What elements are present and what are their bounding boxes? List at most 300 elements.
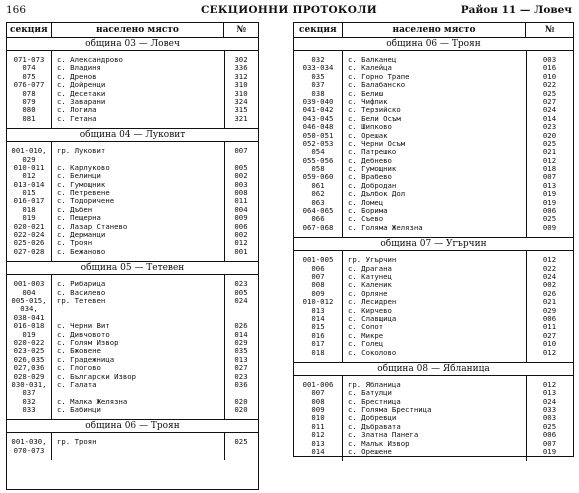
table-row [294,224,573,232]
number-cell: 036 [234,380,248,389]
place-cell: с. Заварани [57,97,106,106]
number-cell: 007 [542,439,557,448]
section-cell: 028-029 [13,372,45,381]
place-cell: с. Славщица [348,314,397,323]
place-cell: с. Лесидрен [348,298,397,307]
table-row [7,214,258,222]
number-cell: 025 [542,215,557,224]
place-cell: с. Дебнево [348,156,392,165]
place-cell: с. Шипково [348,123,392,132]
section-cell: 061 [311,181,325,190]
number-cell: 012 [542,380,557,389]
place-cell: гр. Ябланица [348,380,401,389]
table-row [7,56,258,64]
number-cell: 027 [234,364,248,373]
table-row [294,132,573,140]
place-cell: с. Бжовене [57,347,101,356]
section-cell: 035 [311,72,325,81]
section-cell: 041-042 [302,106,334,115]
table-row [7,305,258,313]
column-divider [342,251,343,362]
section-cell: 075 [22,72,36,81]
number-cell [224,389,258,397]
place-cell: с. Батулци [348,389,392,398]
group-rows [294,376,573,462]
number-cell: 310 [234,81,248,90]
municipality-title: община 08 — Ябланица [294,363,573,376]
table-row [294,332,573,340]
table-row [7,280,258,288]
number-cell: 024 [234,296,248,305]
table-row [7,98,258,106]
number-cell: 020 [234,406,248,415]
group-rows [7,433,258,460]
table-row [7,356,258,364]
section-cell: 007 [311,389,325,398]
number-cell: 002 [234,172,248,181]
page-number: 166 [6,4,27,16]
number-cell: 025 [542,422,557,431]
place-cell: с. Калейца [348,64,392,73]
section-cell: 038-041 [13,313,45,322]
section-cell: 059-060 [302,173,334,182]
number-cell [224,156,258,164]
table-row [7,156,258,164]
municipality-title: община 06 — Троян [7,420,258,433]
section-cell: 067-068 [302,223,334,232]
place-cell: с. Съево [348,215,384,224]
section-cell: 026,035 [13,355,45,364]
table-row [294,106,573,114]
number-cell: 012 [542,156,557,165]
section-cell: 014 [311,314,325,323]
section-cell: 017 [311,340,325,349]
table-row [294,215,573,223]
number-cell: 014 [234,330,248,339]
number-cell: 012 [234,239,248,248]
number-cell: 013 [542,389,557,398]
number-cell: 007 [542,173,557,182]
section-cell: 001-030, [11,438,47,447]
table-row [7,289,258,297]
number-cell: 001 [234,247,248,256]
place-cell: с. Балканец [348,56,397,64]
number-cell: 005 [234,288,248,297]
number-cell: 012 [542,256,557,265]
section-cell: 013 [311,439,325,448]
number-cell: 310 [234,89,248,98]
section-cell: 071-073 [13,56,45,64]
column-divider [342,51,343,237]
place-cell: с. Дивчовото [57,330,110,339]
place-cell: с. Глогово [57,364,101,373]
section-cell: 078 [22,89,36,98]
municipality-title: община 05 — Тетевен [7,262,258,275]
place-cell: с. Чифлик [348,97,388,106]
table-row [294,56,573,64]
place-cell: с. Дъбравата [348,422,401,431]
number-cell: 024 [542,106,557,115]
table-row [7,231,258,239]
place-cell: с. Орляне [348,289,388,298]
place-cell: с. Микре [348,331,384,340]
place-cell: с. Петревене [57,189,110,198]
table-row [294,182,573,190]
table-row [294,123,573,131]
section-cell: 012 [22,172,36,181]
table-row [294,148,573,156]
place-cell: с. Дерманци [57,231,106,240]
municipality-title: община 06 — Троян [294,38,573,51]
place-cell: с. Горно Трапе [348,72,410,81]
number-cell: 025 [542,139,557,148]
column-place-header: населено място [52,23,225,37]
table-row [7,314,258,322]
table-row [7,438,258,446]
section-cell: 009 [311,406,325,415]
number-cell: 336 [234,64,248,73]
place-cell: с. Градежница [57,355,115,364]
table-row [7,189,258,197]
table-row [7,181,258,189]
number-cell: 024 [542,397,557,406]
place-cell: с. Добродан [348,181,397,190]
place-cell: с. Карлуково [57,163,110,172]
place-cell: с. Орешене [348,448,392,457]
section-cell: 005-015, [11,296,47,305]
page-title: СЕКЦИОННИ ПРОТОКОЛИ [200,4,378,16]
place-cell: с. Александрово [57,56,123,64]
table-row [294,265,573,273]
column-divider [526,376,527,462]
group-rows [7,51,258,128]
place-cell: с. Белинци [57,172,101,181]
number-cell [224,305,258,313]
section-cell: 027,036 [13,364,45,373]
number-cell: 312 [234,72,248,81]
number-cell: 023 [542,123,557,132]
place-cell: с. Голяма Брестница [348,406,432,415]
region-label: Район 11 — Ловеч [460,4,572,16]
place-cell: с. Български Извор [57,372,137,381]
municipality-title: община 03 — Ловеч [7,38,258,51]
number-cell: 014 [542,114,557,123]
group-rows [7,142,258,261]
section-cell: 034, [20,305,38,314]
place-cell: с. Кирчево [348,306,392,315]
column-divider [51,51,52,128]
section-cell: 023-025 [13,347,45,356]
section-cell: 032 [311,56,325,64]
number-cell: 324 [234,97,248,106]
table-row [294,207,573,215]
table-row [294,273,573,281]
section-cell: 039-040 [302,97,334,106]
place-cell: с. Рибарица [57,280,106,289]
number-cell: 023 [234,280,248,289]
section-cell: 033-034 [302,64,334,73]
section-cell: 062 [311,190,325,199]
municipality-group [294,38,573,237]
section-cell: 016-017 [13,197,45,206]
column-place-header: населено място [343,23,527,37]
number-cell: 005 [234,163,248,172]
number-cell: 019 [542,448,557,457]
section-cell: 007 [311,272,325,281]
column-divider [224,51,225,128]
section-cell: 016 [311,331,325,340]
place-cell: с. Дълбок Дол [348,190,406,199]
place-cell: с. Терзийско [348,106,401,115]
column-divider [224,433,225,460]
number-cell: 004 [234,205,248,214]
table-row [294,414,573,422]
place-cell: с. Троян [57,239,93,248]
column-section-header: секция [294,23,343,37]
column-number-header: № [236,25,247,35]
number-cell: 012 [542,348,557,357]
place-cell: с. Сопот [348,323,384,332]
number-cell: 018 [542,165,557,174]
place-cell: с. Бели Осъм [348,114,401,123]
place-cell: с. Голец [348,340,384,349]
table-row [7,90,258,98]
section-cell: 020-022 [13,338,45,347]
section-cell: 016-018 [13,322,45,331]
section-cell: 030-031, [11,380,47,389]
number-cell: 013 [234,355,248,364]
place-cell: с. Лазар Станево [57,222,128,231]
section-cell: 029 [22,155,36,164]
section-cell: 046-048 [302,123,334,132]
column-section-header: секция [7,23,52,37]
section-cell: 008 [311,397,325,406]
number-cell: 027 [542,97,557,106]
place-cell [51,389,224,397]
section-cell: 009 [311,289,325,298]
number-cell: 007 [234,147,248,156]
table-row [7,197,258,205]
number-cell: 006 [234,222,248,231]
place-cell: с. Голяма Желязна [348,223,423,232]
number-cell: 021 [542,298,557,307]
place-cell: с. Малка Желязна [57,397,128,406]
section-cell: 070-073 [13,446,45,455]
section-cell: 081 [22,114,36,123]
number-cell: 021 [542,148,557,157]
table-row [294,406,573,414]
place-cell [51,447,224,455]
section-cell: 008 [311,281,325,290]
number-cell: 029 [234,338,248,347]
section-cell: 037 [311,81,325,90]
place-cell: с. Белиш [348,89,384,98]
number-cell [224,314,258,322]
table-row [294,315,573,323]
table-row [294,190,573,198]
table-row [7,239,258,247]
table-row [7,339,258,347]
municipality-group [294,362,573,462]
place-cell [51,156,224,164]
number-cell: 006 [542,207,557,216]
place-cell: с. Гумощник [57,180,106,189]
place-cell: с. Десетаки [57,89,106,98]
section-cell: 013-014 [13,180,45,189]
number-cell: 035 [234,347,248,356]
number-cell: 020 [234,397,248,406]
table-row [294,290,573,298]
page-header [6,4,572,18]
table-row [294,90,573,98]
number-cell: 022 [542,81,557,90]
section-cell: 055-056 [302,156,334,165]
table-row [294,307,573,315]
section-cell: 010-011 [13,163,45,172]
section-cell: 025-026 [13,239,45,248]
number-cell: 019 [542,198,557,207]
section-cell: 014 [311,448,325,457]
table-row [294,281,573,289]
section-cell: 004 [22,288,36,297]
table-row [7,248,258,256]
place-cell: с. Катунец [348,272,392,281]
table-row [7,206,258,214]
table-row [7,389,258,397]
left-table [6,22,259,490]
number-cell: 026 [234,322,248,331]
table-row [7,406,258,414]
table-row [294,140,573,148]
table-row [7,172,258,180]
section-cell: 076-077 [13,81,45,90]
section-cell: 063 [311,198,325,207]
place-cell: с. Владиня [57,64,101,73]
section-cell: 001-005 [302,256,334,265]
table-row [7,322,258,330]
table-row [7,115,258,123]
number-cell: 009 [542,223,557,232]
left-table-body [7,38,258,460]
table-row [7,73,258,81]
section-cell: 080 [22,106,36,115]
section-cell: 011 [311,422,325,431]
place-cell: с. Соколово [348,348,397,357]
section-cell: 018 [22,205,36,214]
section-cell: 050-051 [302,131,334,140]
section-cell: 037 [22,389,36,398]
place-cell [51,314,224,322]
number-cell: 025 [542,89,557,98]
column-divider [224,142,225,261]
section-cell: 018 [311,348,325,357]
table-row [7,347,258,355]
section-cell: 010 [311,414,325,423]
place-cell: с. Пещерна [57,214,101,223]
place-cell: с. Ломец [348,198,384,207]
table-row [7,106,258,114]
place-cell [51,305,224,313]
table-row [294,448,573,456]
table-row [7,81,258,89]
column-divider [51,142,52,261]
table-row [294,81,573,89]
place-cell: с. Гетана [57,114,97,123]
number-cell: 302 [234,56,248,64]
place-cell: с. Балабанско [348,81,406,90]
section-cell: 033 [22,406,36,415]
table-row [7,64,258,72]
section-cell: 027-028 [13,247,45,256]
municipality-group [7,419,258,460]
municipality-group [294,237,573,362]
place-cell: с. Дренов [57,72,97,81]
place-cell: с. Тодоричене [57,197,115,206]
table-row [7,381,258,389]
number-cell: 026 [542,289,557,298]
place-cell: с. Бабинци [57,406,101,415]
place-cell: с. Голям Извор [57,338,119,347]
section-cell: 052-053 [302,139,334,148]
place-cell: с. Каленик [348,281,392,290]
section-cell: 001-010, [11,147,47,156]
table-row [294,340,573,348]
column-divider [51,433,52,460]
municipality-title: община 07 — Угърчин [294,238,573,251]
section-cell: 064-065 [302,207,334,216]
place-cell: с. Драгана [348,264,392,273]
place-cell: гр. Троян [57,438,97,447]
section-cell: 019 [22,330,36,339]
place-cell: с. Малък Извор [348,439,410,448]
number-cell: 027 [542,331,557,340]
number-cell: 011 [542,323,557,332]
place-cell: с. Галата [57,380,97,389]
column-divider [342,376,343,462]
section-cell: 019 [22,214,36,223]
place-cell: с. Бежаново [57,247,106,256]
section-cell: 001-003 [13,280,45,289]
section-cell: 015 [22,189,36,198]
number-cell: 003 [234,180,248,189]
section-cell: 001-006 [302,380,334,389]
table-row [294,389,573,397]
number-cell: 011 [234,197,248,206]
table-row [294,64,573,72]
section-cell: 012 [311,431,325,440]
number-cell: 033 [542,406,557,415]
number-cell: 321 [234,114,248,123]
place-cell: с. Логила [57,106,97,115]
section-cell: 079 [22,97,36,106]
table-row [294,165,573,173]
number-cell: 008 [234,189,248,198]
municipality-group [7,128,258,261]
number-cell: 023 [234,372,248,381]
number-cell: 009 [234,214,248,223]
municipality-group [7,38,258,128]
place-cell: с. Врабево [348,173,392,182]
table-row [294,423,573,431]
section-cell: 013 [311,306,325,315]
column-divider [224,275,225,419]
table-row [294,398,573,406]
column-divider [526,51,527,237]
number-cell: 002 [542,281,557,290]
place-cell: с. Борима [348,207,388,216]
place-cell: с. Дъбен [57,205,93,214]
place-cell: с. Патрешко [348,148,397,157]
